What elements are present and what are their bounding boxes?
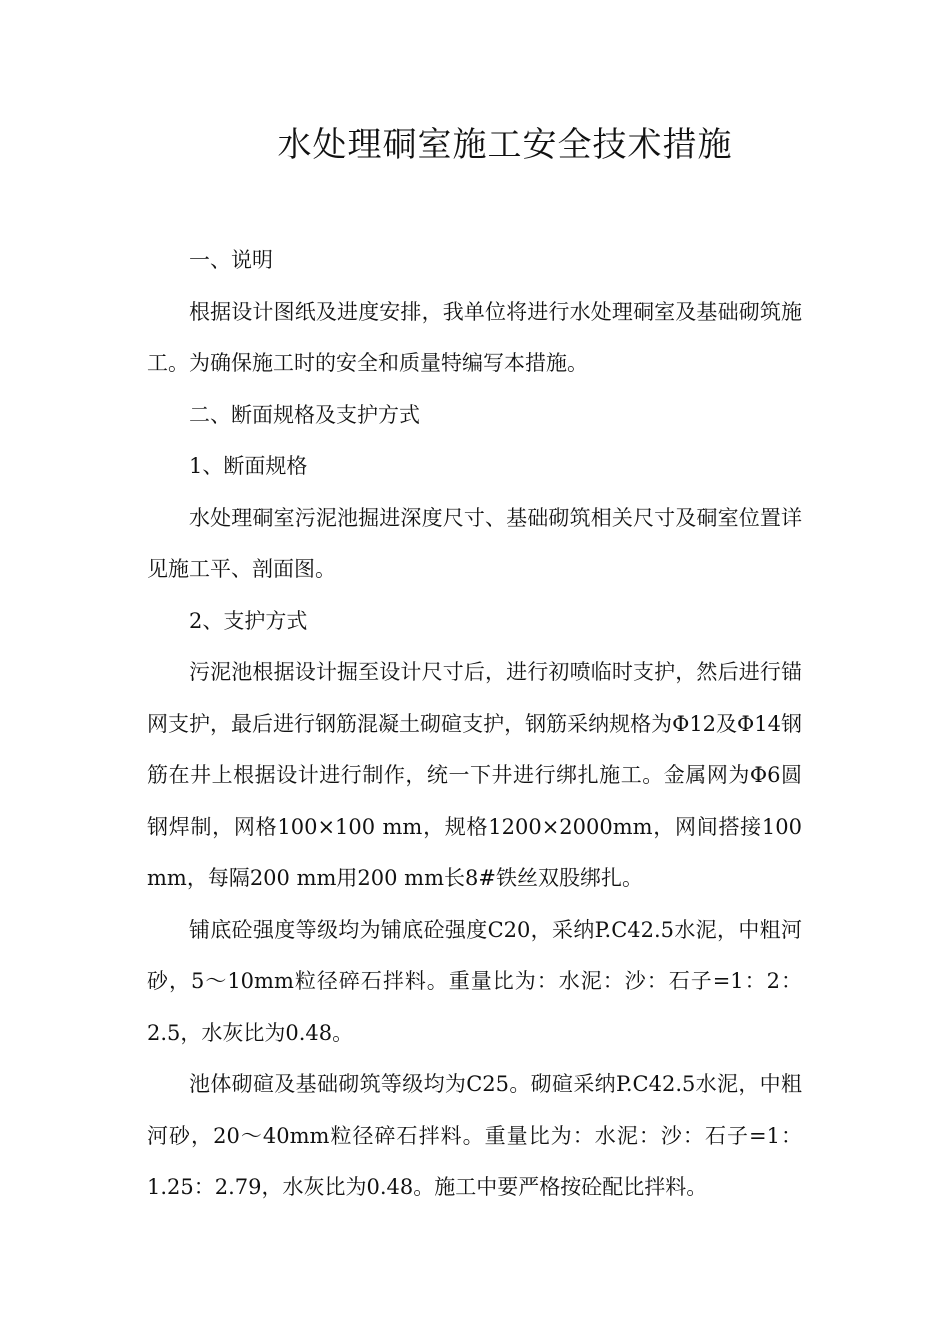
paragraph-section-spec: 水处理硐室污泥池掘进深度尺寸、基础砌筑相关尺寸及硐室位置详见施工平、剖面图。 bbox=[147, 505, 802, 581]
paragraph-explanation: 根据设计图纸及进度安排，我单位将进行水处理硐室及基础砌筑施工。为确保施工时的安全和质量特编写本措施。 bbox=[147, 299, 802, 375]
paragraph-pool-masonry: 池体砌碹及基础砌筑等级均为C25。砌碹采纳P.C42.5水泥，中粗河砂，20～40mm粒径碎石拌料。重量比为：水泥：沙：石子=1：1.25：2.79，水灰比为0.48。施工中要严格按砼配比拌料。 bbox=[147, 1072, 802, 1199]
document-body bbox=[147, 235, 802, 1214]
paragraph-support-method: 污泥池根据设计掘至设计尺寸后，进行初喷临时支护，然后进行锚网支护，最后进行钢筋混凝土砌碹支护，钢筋采纳规格为Φ12及Φ14钢筋在井上根据设计进行制作，统一下井进行绑扎施工。金属网为Φ6圆钢焊制，网格100×100 mm，规格1200×2000mm，网间搭接100 mm，每隔200 mm用200 mm长8#铁丝双股绑扎。 bbox=[147, 660, 802, 890]
subheading-section-spec: 1、断面规格 bbox=[189, 454, 308, 478]
paragraph-floor-concrete: 铺底砼强度等级均为铺底砼强度C20，采纳P.C42.5水泥，中粗河砂，5～10mm粒径碎石拌料。重量比为：水泥：沙：石子=1：2：2.5，水灰比为0.48。 bbox=[147, 917, 802, 1045]
subheading-support-method: 2、支护方式 bbox=[189, 608, 308, 633]
section-heading-explanation: 一、说明 bbox=[189, 248, 273, 272]
section-heading-section-support: 二、断面规格及支护方式 bbox=[189, 402, 420, 427]
document-title: 水处理硐室施工安全技术措施 bbox=[277, 125, 733, 165]
